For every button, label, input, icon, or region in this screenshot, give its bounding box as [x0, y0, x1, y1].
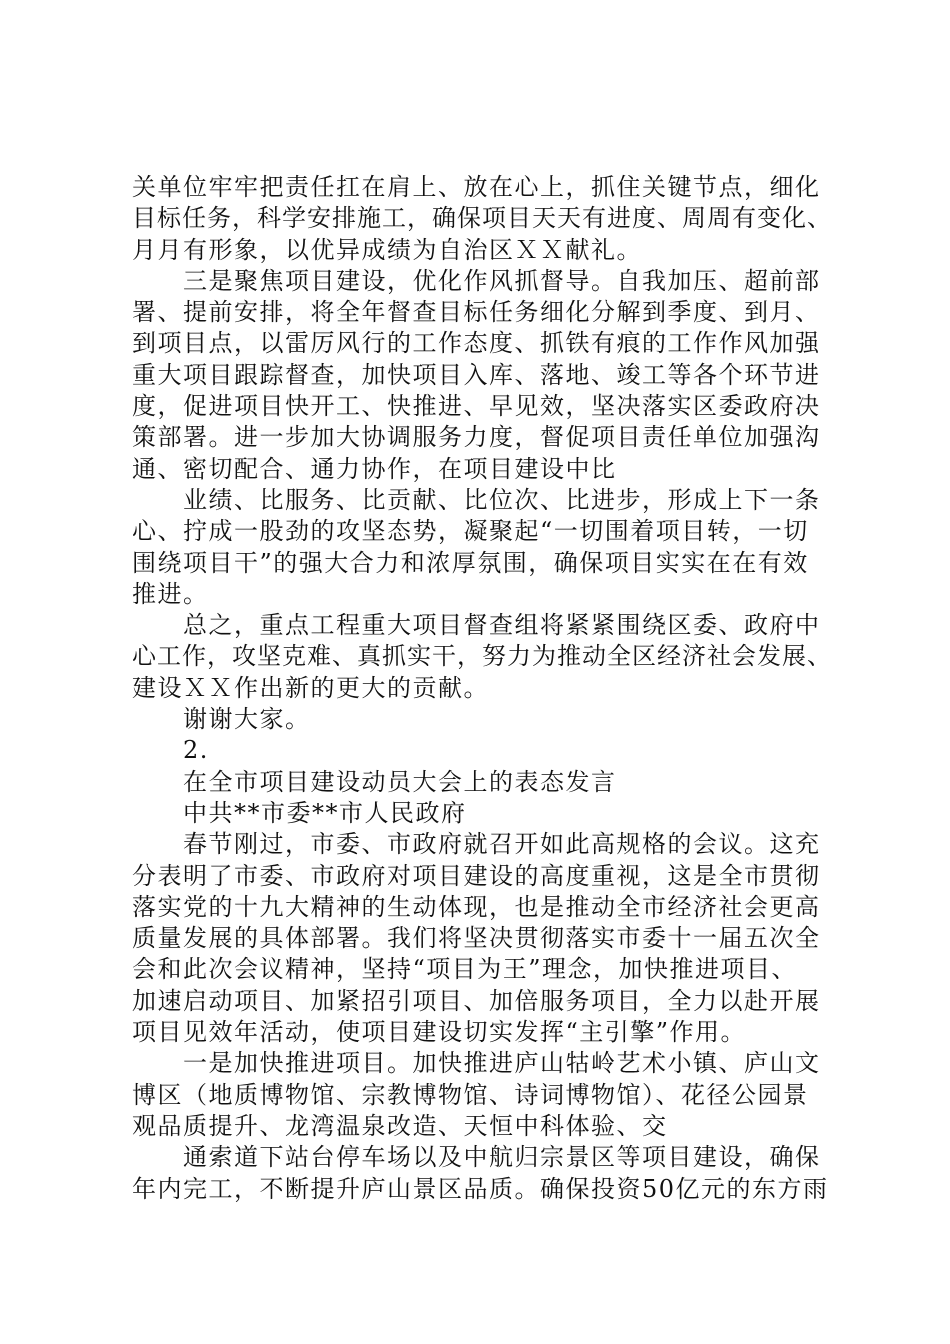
text-line: 心、拧成一股劲的攻坚态势，凝聚起“一切围着项目转，一切: [132, 517, 809, 546]
text-line: 围绕项目干”的强大合力和浓厚氛围，确保项目实实在在有效: [132, 548, 809, 577]
paragraph: [132, 829, 832, 1048]
text-line: 通、密切配合、通力协作，在项目建设中比: [132, 454, 617, 483]
document-page: [132, 172, 832, 1205]
paragraph: [132, 767, 832, 798]
paragraph: [132, 610, 832, 704]
text-line: 署、提前安排，将全年督查目标任务细化分解到季度、到月、: [132, 298, 821, 327]
text-line: 心工作，攻坚克难、真抓实干，努力为推动全区经济社会发展、: [132, 642, 832, 671]
text-line: 推进。: [132, 579, 209, 608]
text-line: 春节刚过，市委、市政府就召开如此高规格的会议。这充: [183, 830, 821, 859]
paragraph: [132, 485, 832, 610]
text-line: 观品质提升、龙湾温泉改造、天恒中科体验、交: [132, 1111, 668, 1140]
text-line: 项目见效年活动，使项目建设切实发挥“主引擎”作用。: [132, 1018, 747, 1047]
text-line: 2.: [183, 736, 209, 765]
text-line: 总之，重点工程重大项目督查组将紧紧围绕区委、政府中: [183, 611, 821, 640]
text-line: 月月有形象，以优异成绩为自治区ＸＸ献礼。: [132, 235, 642, 264]
text-line: 质量发展的具体部署。我们将坚决贯彻落实市委十一届五次全: [132, 924, 821, 953]
text-line: 落实党的十九大精神的生动体现，也是推动全市经济社会更高: [132, 892, 821, 921]
text-line: 在全市项目建设动员大会上的表态发言: [183, 767, 617, 796]
text-line: 目标任务，科学安排施工，确保项目天天有进度、周周有变化、: [132, 204, 832, 233]
text-line: 通索道下站台停车场以及中航归宗景区等项目建设，确保: [183, 1143, 821, 1172]
text-line: 业绩、比服务、比贡献、比位次、比进步，形成上下一条: [183, 485, 821, 514]
text-line: 博区（地质博物馆、宗教博物馆、诗词博物馆）、花径公园景: [132, 1080, 809, 1109]
text-line: 关单位牢牢把责任扛在肩上、放在心上，抓住关键节点，细化: [132, 173, 821, 201]
paragraph: [132, 266, 832, 485]
text-line: 三是聚焦项目建设，优化作风抓督导。自我加压、超前部: [183, 266, 821, 295]
text-line: 一是加快推进项目。加快推进庐山牯岭艺术小镇、庐山文: [183, 1049, 821, 1078]
paragraph: [132, 798, 832, 829]
paragraph: [132, 1142, 832, 1205]
paragraph: [132, 704, 832, 735]
text-line: 年内完工，不断提升庐山景区品质。确保投资50亿元的东方雨: [132, 1174, 829, 1203]
text-line: 中共**市委**市人民政府: [183, 798, 467, 827]
text-line: 到项目点，以雷厉风行的工作态度、抓铁有痕的工作作风加强: [132, 329, 821, 358]
text-line: 谢谢大家。: [183, 705, 311, 734]
text-line: 策部署。进一步加大协调服务力度，督促项目责任单位加强沟: [132, 423, 821, 452]
paragraph: [132, 735, 832, 766]
paragraph: [132, 172, 832, 266]
text-line: 建设ＸＸ作出新的更大的贡献。: [132, 673, 489, 702]
text-line: 会和此次会议精神，坚持“项目为王”理念，加快推进项目、: [132, 955, 798, 984]
text-line: 重大项目跟踪督查，加快项目入库、落地、竣工等各个环节进: [132, 360, 821, 389]
text-line: 度，促进项目快开工、快推进、早见效，坚决落实区委政府决: [132, 392, 821, 421]
text-line: 分表明了市委、市政府对项目建设的高度重视，这是全市贯彻: [132, 861, 821, 890]
text-line: 加速启动项目、加紧招引项目、加倍服务项目，全力以赴开展: [132, 986, 821, 1015]
paragraph: [132, 1048, 832, 1142]
